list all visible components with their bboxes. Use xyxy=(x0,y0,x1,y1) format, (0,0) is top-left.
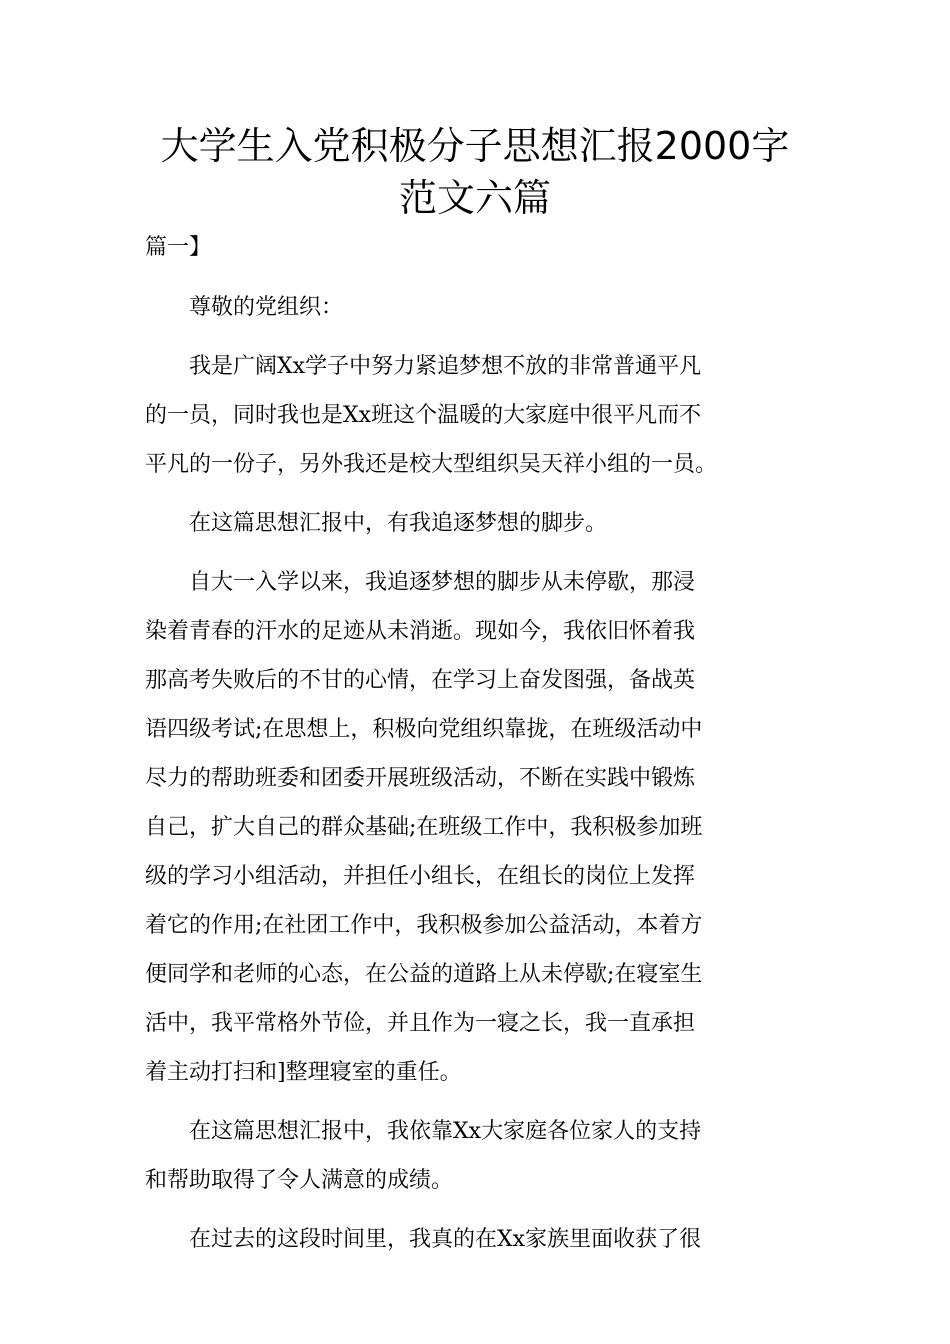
paragraph-line: 自大一入学以来，我追逐梦想的脚步从未停歇，那浸 xyxy=(189,570,696,595)
paragraph-salutation xyxy=(145,283,807,332)
paragraph-line: 的一员，同时我也是Xx班这个温暖的大家庭中很平凡而不 xyxy=(145,403,702,428)
document-title xyxy=(100,120,850,224)
paragraph-line: 语四级考试;在思想上，积极向党组织靠拢，在班级活动中 xyxy=(145,717,703,742)
paragraph-main xyxy=(145,558,807,1097)
section-label: 篇一】 xyxy=(145,235,212,260)
paragraph-line: 在这篇思想汇报中，我依靠Xx大家庭各位家人的支持 xyxy=(189,1119,702,1144)
paragraph-line: 尊敬的党组织： xyxy=(189,295,344,320)
paragraph-line: 便同学和老师的心态，在公益的道路上从未停歇;在寝室生 xyxy=(145,962,703,987)
paragraph-intro xyxy=(145,342,807,489)
document-body xyxy=(145,283,807,1274)
paragraph-line: 自己，扩大自己的群众基础;在班级工作中，我积极参加班 xyxy=(145,815,703,840)
paragraph-line: 尽力的帮助班委和团委开展班级活动，不断在实践中锻炼 xyxy=(145,766,696,791)
paragraph-line: 我是广阔Xx学子中努力紧追梦想不放的非常普通平凡 xyxy=(189,354,702,379)
paragraph-line: 着主动打扫和]整理寝室的重任。 xyxy=(145,1060,462,1085)
paragraph-footsteps xyxy=(145,499,807,548)
paragraph-line: 着它的作用;在社团工作中，我积极参加公益活动，本着方 xyxy=(145,913,703,938)
paragraph-line: 在过去的这段时间里，我真的在Xx家族里面收获了很 xyxy=(189,1227,702,1252)
paragraph-line: 染着青春的汗水的足迹从未消逝。现如今，我依旧怀着我 xyxy=(145,619,696,644)
title-line-1: 大学生入党积极分子思想汇报2000字 xyxy=(160,124,790,168)
paragraph-line: 级的学习小组活动，并担任小组长，在组长的岗位上发挥 xyxy=(145,864,696,889)
paragraph-line: 平凡的一份子，另外我还是校大型组织吴天祥小组的一员。 xyxy=(145,452,718,477)
title-line-2: 范文六篇 xyxy=(398,176,551,220)
paragraph-line: 活中，我平常格外节俭，并且作为一寝之长，我一直承担 xyxy=(145,1011,696,1036)
paragraph-past xyxy=(145,1215,807,1264)
paragraph-line: 那高考失败后的不甘的心情，在学习上奋发图强，备战英 xyxy=(145,668,696,693)
paragraph-support xyxy=(145,1107,807,1205)
paragraph-line: 和帮助取得了令人满意的成绩。 xyxy=(145,1168,454,1193)
paragraph-line: 在这篇思想汇报中，有我追逐梦想的脚步。 xyxy=(189,511,608,536)
